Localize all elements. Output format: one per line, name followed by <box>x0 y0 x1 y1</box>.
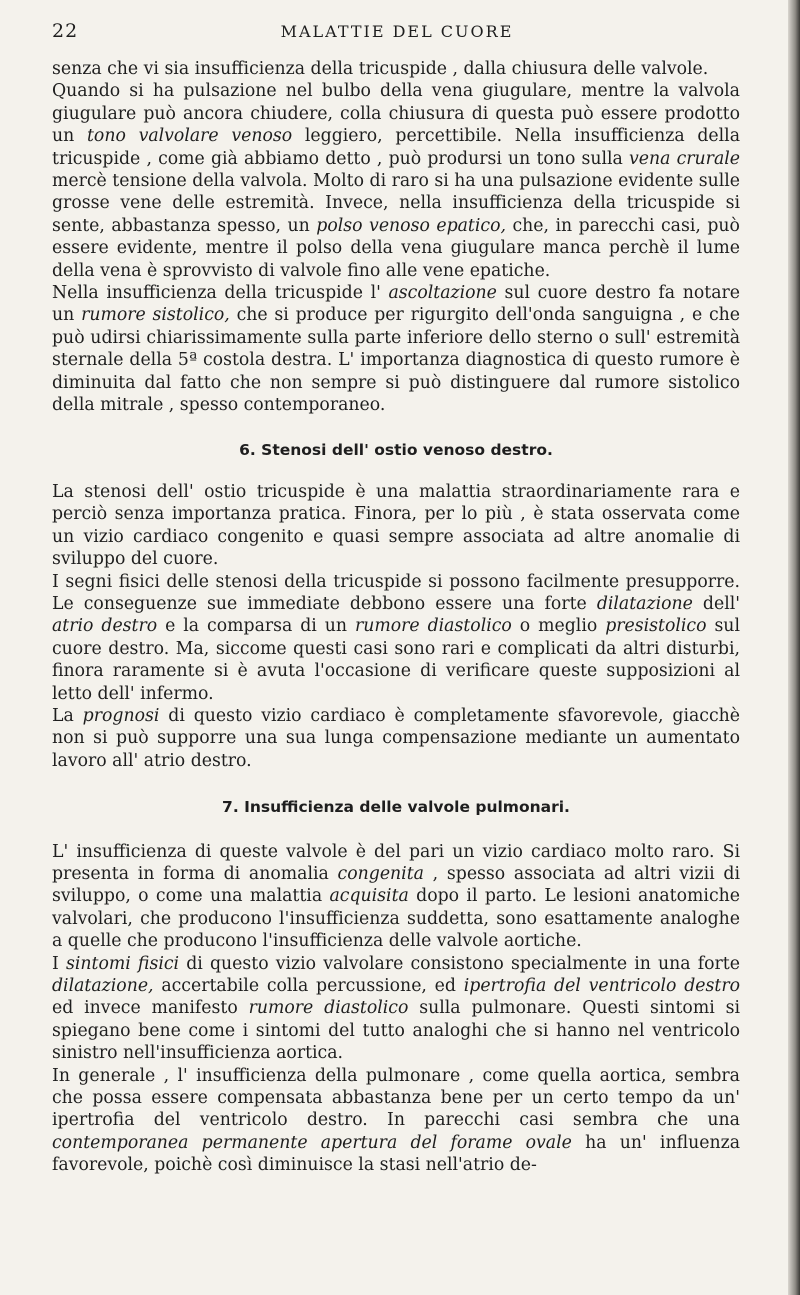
italic-term: dilatazione <box>596 593 693 614</box>
text-span: di questo vizio cardiaco è completamente sfavorevole, giacchè non si può supporre una sua lunga compensazione mediante un aumentato lavoro all' atrio destro. <box>52 705 740 771</box>
italic-term: rumore diastolico <box>248 998 409 1019</box>
italic-term: contemporanea permanente apertura del forame ovale <box>52 1132 572 1153</box>
italic-term: acquisita <box>329 886 409 907</box>
text-span: La <box>52 705 83 726</box>
text-span: Quando si ha pulsazione nel bulbo della vena giugulare, mentre la valvola giugulare può ancora chiudere, colla chiusura di questa può essere prodotto un <box>52 81 740 147</box>
italic-term: sintomi fisici <box>65 953 180 974</box>
section-heading-7: 7. Insufficienza delle valvole pulmonari. <box>222 798 570 817</box>
paragraph-3 <box>52 282 740 416</box>
italic-term: tono valvolare venoso <box>86 126 293 147</box>
text-span: sulla pulmonare. Questi sintomi si spiegano bene come i sintomi del tutto analoghi che si hanno nel ventricolo sinistro nell'insufficienza aortica. <box>52 998 740 1064</box>
text-span: I segni fisici delle stenosi della tricuspide si possono facilmente presupporre. Le conseguenze sue immediate debbono essere una forte <box>52 571 740 614</box>
paragraph-9 <box>52 1065 740 1177</box>
italic-term: atrio destro <box>52 616 158 637</box>
text-span: L' insufficienza di queste valvole è del pari un vizio cardiaco molto raro. Si presenta in forma di anomalia <box>52 841 740 884</box>
text-span: ha un' influenza favorevole, poichè così diminuisce la stasi nell'atrio de- <box>52 1132 740 1176</box>
text-span: mercè tensione della valvola. Molto di raro si ha una pulsazione evidente sulle grosse vene delle estremità. Invece, nella insufficienza della tricuspide si sente, abbastanza spesso, un <box>52 171 740 236</box>
italic-term: vena crurale <box>629 148 740 169</box>
paragraph-8 <box>52 953 740 1065</box>
paragraph-7 <box>52 841 740 953</box>
page-number: 22 <box>52 20 79 42</box>
text-span: sul cuore destro fa notare un <box>52 283 740 326</box>
italic-term: rumore diastolico <box>354 616 512 637</box>
text-span: ed invece manifesto <box>52 998 249 1019</box>
text-span: , spesso associata ad altri vizii di sviluppo, o come una malattia <box>52 864 740 907</box>
text-span: Nella insufficienza della tricuspide l' <box>52 283 389 304</box>
italic-term: presistolico <box>605 616 707 637</box>
italic-term: ipertrofia del ventricolo destro <box>463 976 740 997</box>
text-span: leggiero, percettibile. Nella insufficienza della tricuspide , come già abbiamo detto , può prodursi un tono sulla <box>52 126 741 169</box>
italic-term: congenita <box>337 864 424 884</box>
page-header <box>52 20 742 50</box>
page-body <box>52 58 740 1177</box>
text-span: che, in parecchi casi, può essere evidente, mentre il polso della vena giugulare manca perchè il lume della vena è sprovvisto di valvole fino alle vene epatiche. <box>52 215 740 281</box>
text-span: I <box>52 953 66 974</box>
text-span: di questo vizio valvolare consistono specialmente in una forte <box>179 953 740 974</box>
italic-term: dilatazione, <box>52 976 154 997</box>
text-span: dopo il parto. Le lesioni anatomiche valvolari, che producono l'insufficienza suddetta, sono esattamente analoghe a quelle che producono l'insufficienza delle valvole aortiche. <box>52 886 740 952</box>
section-heading-6: 6. Stenosi dell' ostio venoso destro. <box>239 440 553 459</box>
italic-term: rumore sistolico, <box>81 305 230 326</box>
paragraph-5 <box>52 571 740 705</box>
italic-term: prognosi <box>82 705 160 726</box>
paragraph-4: La stenosi dell' ostio tricuspide è una malattia straordinariamente rara e perciò senza importanza pratica. Finora, per lo più , è stata osservata come un vizio cardiaco congenito e quasi sempre associata ad altre anomalie di sviluppo del cuore. <box>52 481 740 570</box>
italic-term: ascoltazione <box>388 283 497 304</box>
text-span: che si produce per rigurgito dell'onda sanguigna , e che può udirsi chiarissimamente sulla parte inferiore dello sterno o sull' estremità sternale della 5ª costola destra. L' importanza diagnostica di questo rumore è diminuita dal fatto che non sempre si può distinguere dal rumore sistolico della mitrale , spesso contemporaneo. <box>52 305 740 416</box>
text-span: In generale , l' insufficienza della pulmonare , come quella aortica, sembra che possa essere compensata abbastanza bene per un certo tempo da un' ipertrofia del ventricolo destro. In parecchi casi sembra che una <box>52 1065 740 1131</box>
book-spine-shadow <box>788 0 800 1295</box>
paragraph-1: senza che vi sia insufficienza della tricuspide , dalla chiusura delle valvole. <box>52 59 709 79</box>
paragraph-2 <box>52 80 740 282</box>
text-span: e la comparsa di un <box>157 616 355 637</box>
text-span: o meglio <box>511 616 606 637</box>
text-span: sul cuore destro. Ma, siccome questi casi sono rari e complicati da altri disturbi, finora raramente si è avuta l'occasione di verificare queste supposizioni al letto dell' infermo. <box>52 616 740 704</box>
running-title: MALATTIE DEL CUORE <box>280 22 514 41</box>
text-span: accertabile colla percussione, ed <box>153 976 464 997</box>
paragraph-6 <box>52 705 740 772</box>
italic-term: polso venoso epatico, <box>316 215 506 236</box>
text-span: dell' <box>692 593 741 614</box>
